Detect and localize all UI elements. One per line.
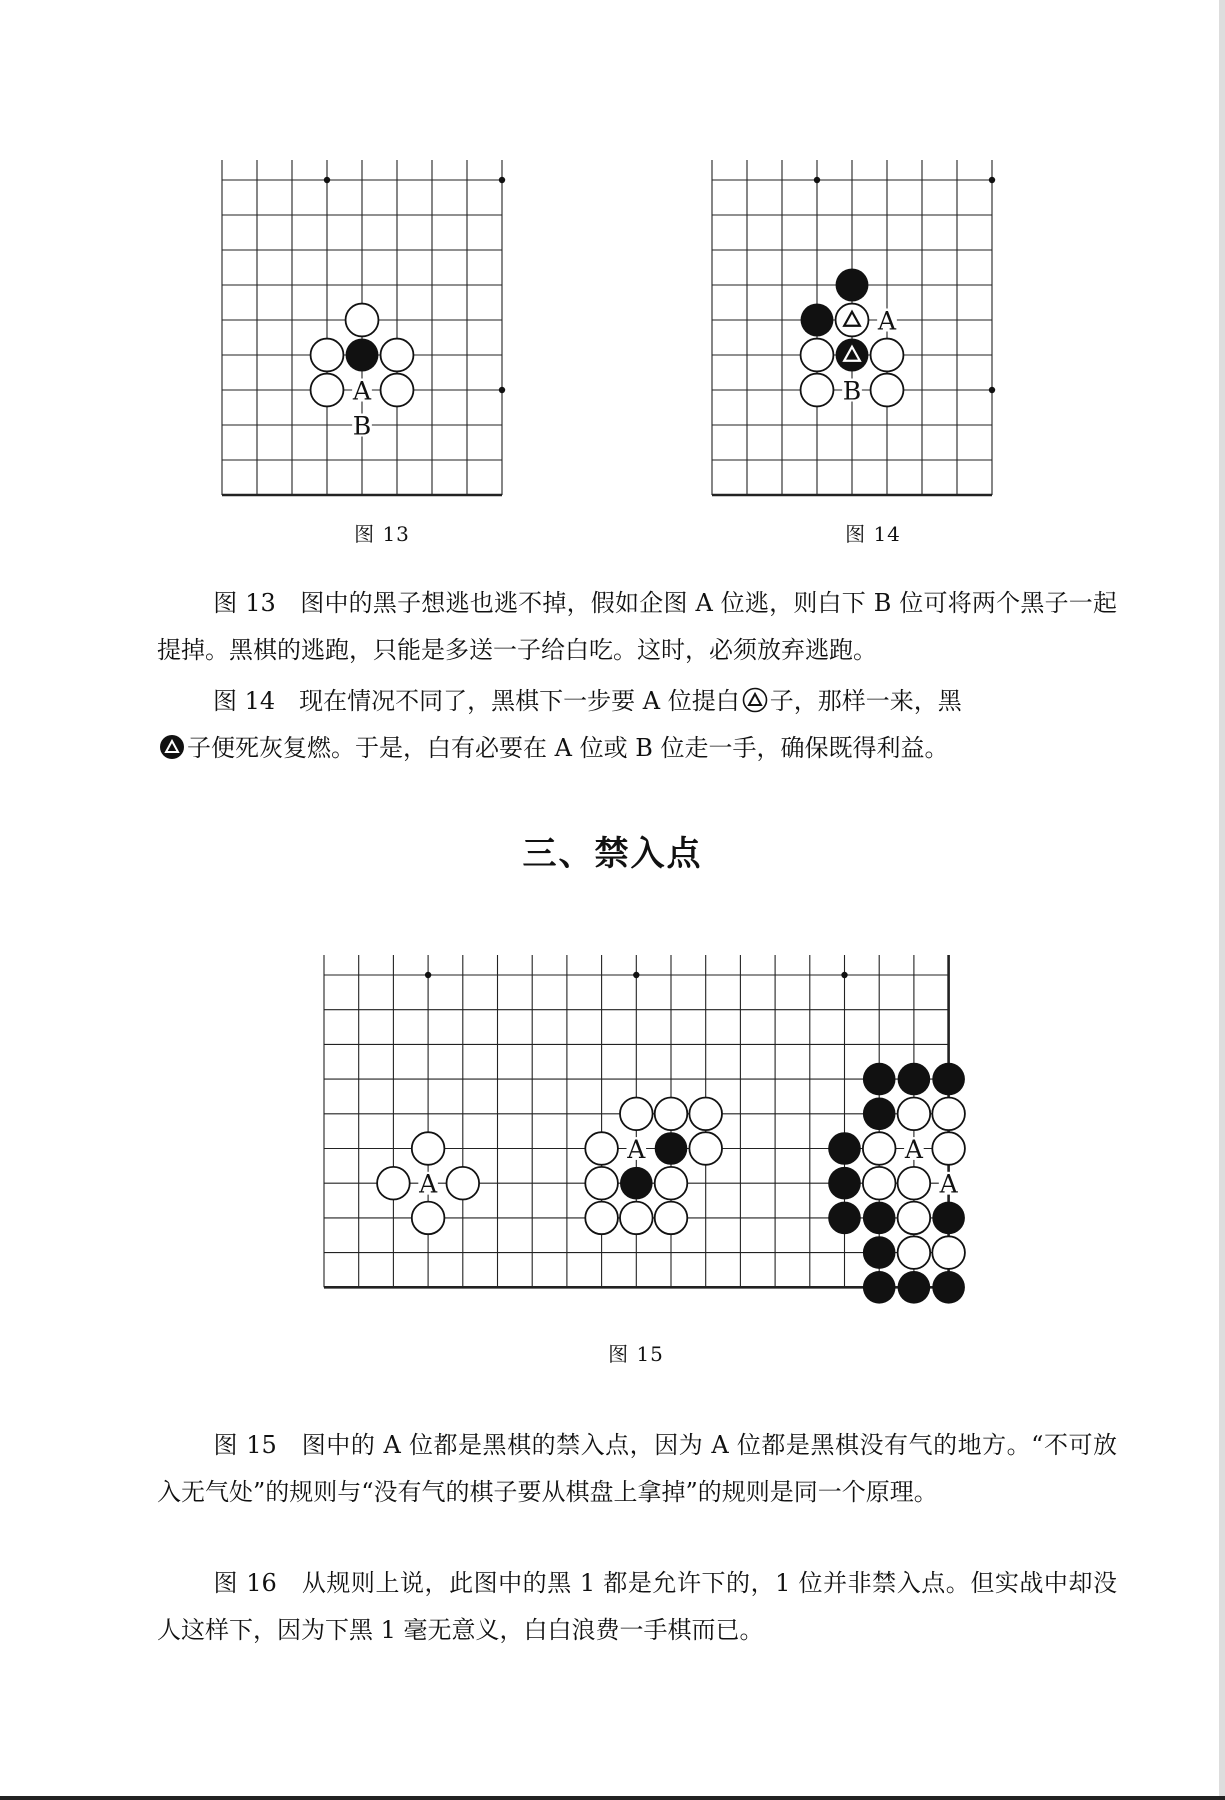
white-stone xyxy=(412,1202,445,1235)
white-stone xyxy=(801,374,834,407)
paragraph-fig14-text-1: 图 14 现在情况不同了，黑棋下一步要 A 位提白 xyxy=(213,687,740,715)
white-stone xyxy=(863,1167,896,1200)
black-stone xyxy=(932,1271,965,1304)
black-stone xyxy=(898,1271,931,1304)
figure-14-caption: 图 14 xyxy=(845,522,901,546)
white-stone xyxy=(585,1167,618,1200)
white-stone xyxy=(689,1132,722,1165)
black-stone xyxy=(932,1202,965,1235)
page-bottom-rule xyxy=(0,1796,1225,1800)
white-stone xyxy=(655,1167,688,1200)
black-stone xyxy=(801,304,834,337)
white-stone xyxy=(898,1236,931,1269)
section-heading: 三、禁入点 xyxy=(522,834,703,874)
point-label: A xyxy=(877,306,897,336)
black-stone xyxy=(828,1167,861,1200)
paragraph-fig14-text-3: 子便死灰复燃。于是，白有必要在 A 位或 B 位走一手，确保既得利益。 xyxy=(187,734,949,762)
star-point xyxy=(499,387,505,393)
go-board-figure-15 xyxy=(300,950,1000,1320)
paragraph-fig13-text: 图 13 图中的黑子想逃也逃不掉，假如企图 A 位逃，则白下 B 位可将两个黑子一起提掉。黑棋的逃跑，只能是多送一子给白吃。这时，必须放弃逃跑。 xyxy=(157,589,1117,664)
white-stone xyxy=(412,1132,445,1165)
star-point xyxy=(841,972,847,978)
white-stone xyxy=(689,1097,722,1130)
black-stone xyxy=(863,1202,896,1235)
point-label: A xyxy=(627,1134,646,1164)
white-stone xyxy=(932,1236,965,1269)
page-edge-shadow xyxy=(1219,0,1225,1800)
point-label: B xyxy=(842,376,862,406)
paragraph-fig13 xyxy=(157,580,1117,674)
black-stone xyxy=(620,1167,653,1200)
white-stone xyxy=(655,1097,688,1130)
white-stone xyxy=(932,1097,965,1130)
paragraph-fig16 xyxy=(157,1560,1117,1654)
white-stone xyxy=(585,1132,618,1165)
star-point xyxy=(989,177,995,183)
figure-15-caption: 图 15 xyxy=(608,1342,664,1366)
white-stone xyxy=(620,1202,653,1235)
black-stone xyxy=(836,269,869,302)
black-triangle-stone-icon xyxy=(159,734,185,760)
black-stone xyxy=(898,1063,931,1096)
black-stone xyxy=(863,1236,896,1269)
black-stone xyxy=(932,1063,965,1096)
point-label: B xyxy=(352,411,372,441)
white-stone xyxy=(377,1167,410,1200)
white-stone xyxy=(898,1202,931,1235)
white-stone xyxy=(871,374,904,407)
white-stone xyxy=(836,304,869,337)
white-stone xyxy=(346,304,379,337)
white-stone xyxy=(898,1097,931,1130)
white-stone xyxy=(655,1202,688,1235)
go-board-figure-14 xyxy=(690,150,1060,510)
white-stone xyxy=(871,339,904,372)
white-stone xyxy=(381,339,414,372)
paragraph-fig15 xyxy=(157,1422,1117,1516)
black-stone xyxy=(655,1132,688,1165)
black-stone xyxy=(863,1097,896,1130)
paragraph-fig16-text: 图 16 从规则上说，此图中的黑 1 都是允许下的，1 位并非禁入点。但实战中却没人这样下，因为下黑 1 毫无意义，白白浪费一手棋而已。 xyxy=(157,1569,1117,1644)
point-label: A xyxy=(352,376,372,406)
go-board-figure-13 xyxy=(200,150,570,510)
white-stone xyxy=(620,1097,653,1130)
star-point xyxy=(324,177,330,183)
white-triangle-stone-icon xyxy=(742,687,768,713)
star-point xyxy=(989,387,995,393)
paragraph-fig14-text-2: 子，那样一来，黑 xyxy=(769,687,962,715)
star-point xyxy=(425,972,431,978)
white-stone xyxy=(898,1167,931,1200)
point-label: A xyxy=(904,1134,923,1164)
white-stone xyxy=(311,339,344,372)
black-stone xyxy=(828,1202,861,1235)
black-stone xyxy=(863,1063,896,1096)
star-point xyxy=(499,177,505,183)
white-stone xyxy=(446,1167,479,1200)
paragraph-fig14 xyxy=(157,678,1117,772)
black-stone xyxy=(346,339,379,372)
white-stone xyxy=(585,1202,618,1235)
star-point xyxy=(814,177,820,183)
black-stone xyxy=(828,1132,861,1165)
paragraph-fig15-text: 图 15 图中的 A 位都是黑棋的禁入点，因为 A 位都是黑棋没有气的地方。“不可放入无气处”的规则与“没有气的棋子要从棋盘上拿掉”的规则是同一个原理。 xyxy=(157,1431,1117,1506)
white-stone xyxy=(311,374,344,407)
black-stone xyxy=(863,1271,896,1304)
white-stone xyxy=(863,1132,896,1165)
black-stone xyxy=(836,339,869,372)
white-stone xyxy=(801,339,834,372)
figure-13-caption: 图 13 xyxy=(354,522,410,546)
white-stone xyxy=(932,1132,965,1165)
star-point xyxy=(633,972,639,978)
point-label: A xyxy=(939,1169,958,1199)
point-label: A xyxy=(419,1169,438,1199)
white-stone xyxy=(381,374,414,407)
